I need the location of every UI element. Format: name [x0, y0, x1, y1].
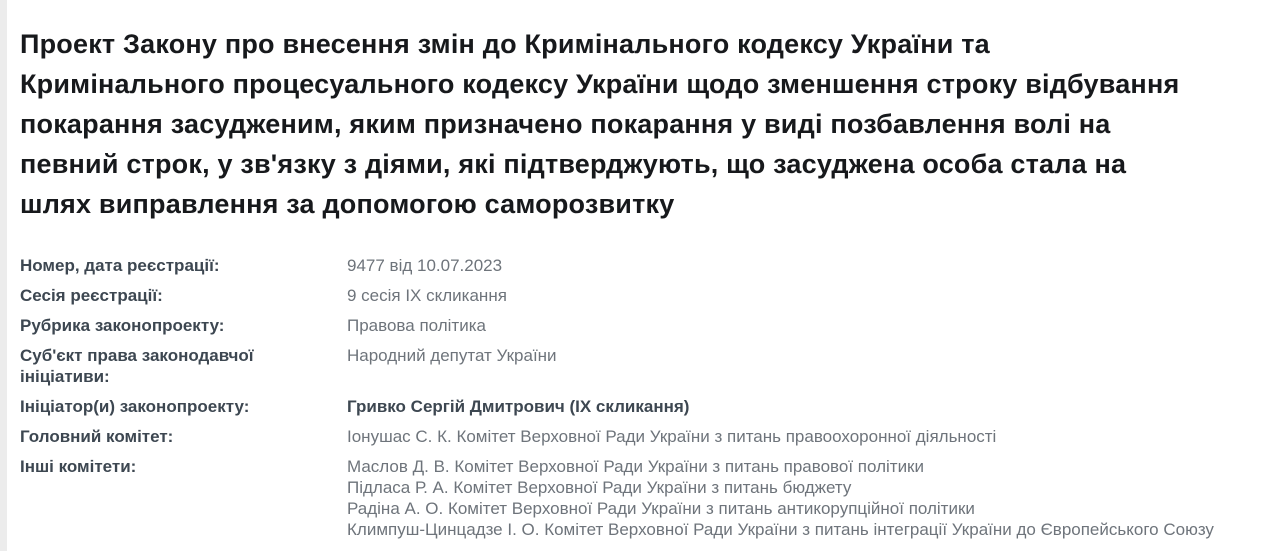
rubric-value: Правова політика	[347, 316, 486, 335]
registration-number-value: 9477 від 10.07.2023	[347, 256, 503, 275]
other-committee-item: Радіна А. О. Комітет Верховної Ради України з питань антикорупційної політики	[347, 499, 975, 518]
row-registration-session	[20, 285, 1262, 306]
initiative-subject-label: Суб'єкт права законодавчої ініціативи:	[20, 346, 254, 386]
row-initiative-subject	[20, 345, 1262, 387]
initiative-subject-value: Народний депутат України	[347, 346, 557, 365]
row-registration-number	[20, 255, 1262, 276]
bill-title-line: певний строк, у зв'язку з діями, які підтверджують, що засуджена особа стала на	[20, 149, 1127, 179]
bill-title-line: Проект Закону про внесення змін до Кримінального кодексу України та	[20, 29, 990, 59]
other-committees-label: Інші комітети:	[20, 457, 137, 476]
other-committees-value	[347, 456, 1262, 540]
bill-title-line: покарання засудженим, яким призначено покарання у виді позбавлення волі на	[20, 109, 1111, 139]
bill-title-line: Кримінального процесуального кодексу України щодо зменшення строку відбування	[20, 69, 1180, 99]
bill-title	[20, 24, 1255, 224]
initiators-value: Гривко Сергій Дмитрович (IX скликання)	[347, 397, 690, 416]
rubric-label: Рубрика законопроекту:	[20, 316, 225, 335]
row-initiators	[20, 396, 1262, 417]
initiators-label: Ініціатор(и) законопроекту:	[20, 397, 250, 416]
main-committee-label: Головний комітет:	[20, 427, 174, 446]
other-committee-item: Маслов Д. В. Комітет Верховної Ради України з питань правової політики	[347, 457, 924, 476]
main-committee-value: Іонушас С. К. Комітет Верховної Ради України з питань правоохоронної діяльності	[347, 427, 997, 446]
bill-details-table	[20, 255, 1262, 540]
registration-session-label: Сесія реєстрації:	[20, 286, 163, 305]
registration-number-label: Номер, дата реєстрації:	[20, 256, 220, 275]
other-committee-item: Підласа Р. А. Комітет Верховної Ради України з питань бюджету	[347, 478, 852, 497]
registration-session-value: 9 сесія IX скликання	[347, 286, 507, 305]
other-committee-item: Климпуш-Цинцадзе І. О. Комітет Верховної Ради України з питань інтеграції України до Європейського Союзу	[347, 520, 1214, 539]
bill-title-line: шлях виправлення за допомогою саморозвитку	[20, 189, 675, 219]
row-main-committee	[20, 426, 1262, 447]
row-rubric	[20, 315, 1262, 336]
row-other-committees	[20, 456, 1262, 540]
